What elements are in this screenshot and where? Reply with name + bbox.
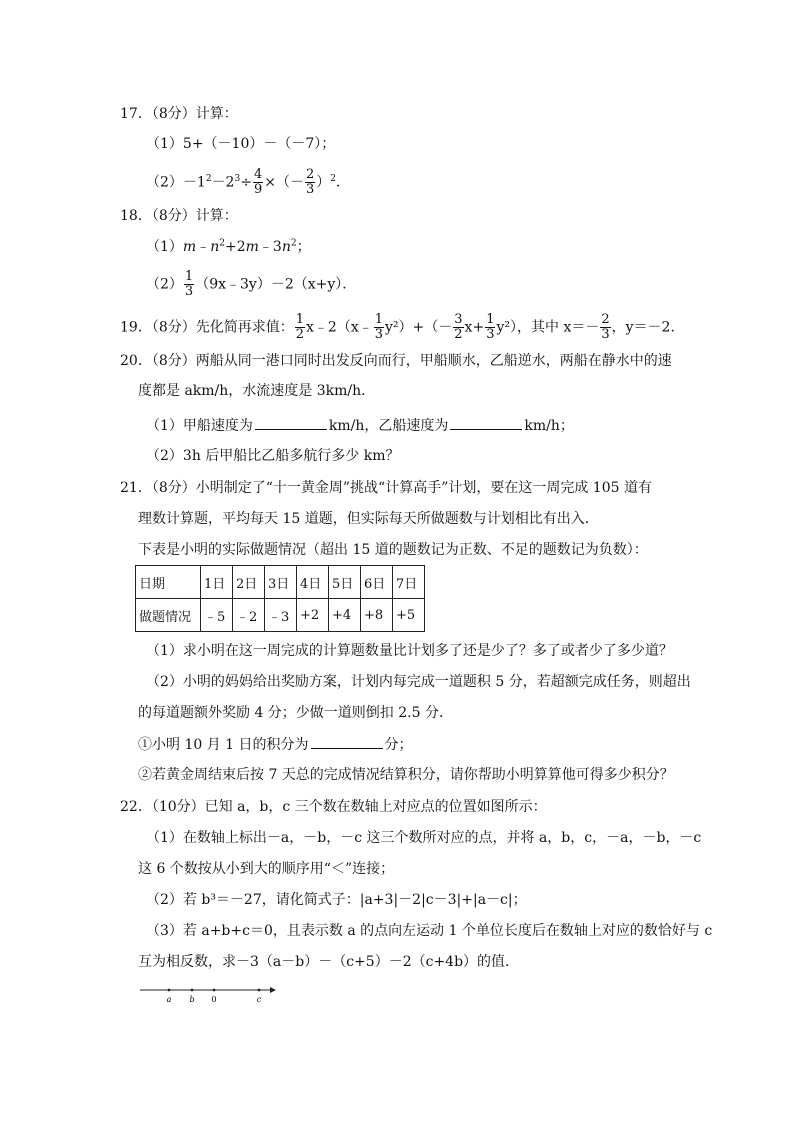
q20-part1: （1）甲船速度为 km/h，乙船速度为 km/h； — [146, 415, 574, 436]
table-cell-value-4: +2 — [297, 599, 329, 632]
q20-part2: （2）3h 后甲船比乙船多航行多少 km？ — [146, 448, 400, 464]
q22-part3-line1: （3）若 a+b+c＝0，且表示数 a 的点向左运动 1 个单位长度后在数轴上对应的数恰好与 c — [146, 923, 713, 939]
q17-p2-text-a: （2）－1 — [146, 174, 206, 191]
point-c — [258, 989, 261, 992]
q19-line: 19．（8分）先化简再求值： $\frac{1}{2}$ x﹣2（x﹣ $\frac{1}{3}$ y²）+（－ $\frac{3}{2}$ x+ $\frac{1}{3}$ y²），其中 x＝－ $\frac{2}{3}$ ，y＝－2． — [120, 312, 685, 342]
q17-p2-text-f: ． — [335, 174, 350, 191]
q21-sub2: ②若黄金周结束后按 7 天总的完成情况结算积分，请你帮助小明算算他可得多少积分？ — [138, 767, 674, 783]
q17-p2-text-d: ×（－ — [264, 174, 304, 191]
q17-p2-text-b: －2 — [211, 174, 235, 191]
q21-sub1: ①小明 10 月 1 日的积分为 分； — [138, 734, 413, 755]
label-c: c — [256, 995, 262, 1004]
q19-fraction-4: $\frac{1}{3}$ — [486, 312, 495, 342]
table-cell-value-7: +5 — [393, 599, 425, 632]
q20-line2: 度都是 akm/h，水流速度是 3km/h． — [138, 383, 376, 399]
q18-part2: （2） $\frac{1}{3}$ （9x﹣3y）－2（x+y）． — [146, 269, 357, 299]
q17-fraction-2: $\frac{2}{3}$ — [305, 167, 315, 197]
q19-fraction-5: $\frac{2}{3}$ — [601, 312, 610, 342]
q21-line3: 下表是小明的实际做题情况（超出 15 道的题数记为正数、不足的题数记为负数）： — [138, 542, 648, 558]
table-cell-date-1: 1日 — [201, 566, 233, 599]
table-cell-date-7: 7日 — [393, 566, 425, 599]
q20-blank-1[interactable] — [255, 415, 327, 430]
q21-part2-line2: 的每道题额外奖励 4 分；少做一道则倒扣 2.5 分． — [138, 705, 453, 721]
q18-part1: $(1)m﹣n^2+2m﹣3n^2$； — [146, 238, 311, 255]
q21-part1: （1）求小明在这一周完成的计算题数量比计划多了还是少了？多了或者少了多少道？ — [146, 643, 673, 659]
q22-part1-line2: 这 6 个数按从小到大的顺序用“＜”连接； — [138, 861, 395, 877]
table-cell-value-5: +4 — [329, 599, 361, 632]
q17-p2-text-c: ÷ — [240, 174, 252, 191]
q22-part1-line1: （1）在数轴上标出－a，－b，－c 这三个数所对应的点，并将 a，b，c，－a，－b，－c — [146, 830, 702, 846]
table-header-date: 日期 — [136, 566, 201, 599]
table-cell-date-2: 2日 — [233, 566, 265, 599]
q17-exp3: 3 — [234, 173, 241, 184]
table-cell-value-6: +8 — [361, 599, 393, 632]
q22-part3-line2: 互为相反数，求－3（a－b）－（c+5）－2（c+4b）的值． — [138, 954, 520, 970]
label-b: b — [189, 995, 195, 1004]
q20-blank-2[interactable] — [450, 415, 522, 430]
q18-header: 18．（8分）计算： — [120, 208, 238, 224]
q17-part2 — [146, 168, 350, 197]
table-cell-date-3: 3日 — [265, 566, 297, 599]
q21-line2: 理数计算题，平均每天 15 道题，但实际每天所做题数与计划相比有出入． — [138, 511, 599, 527]
q21-blank[interactable] — [311, 734, 383, 749]
label-a: a — [166, 995, 172, 1004]
table-row — [136, 599, 425, 632]
q18-fraction: $\frac{1}{3}$ — [184, 269, 194, 299]
q19-fraction-2: $\frac{1}{3}$ — [374, 312, 383, 342]
q21-part2-line1: （2）小明的妈妈给出奖励方案，计划内每完成一道题积 5 分，若超额完成任务，则超出 — [146, 674, 691, 690]
point-zero — [213, 989, 216, 992]
table-header-count: 做题情况 — [136, 599, 201, 632]
number-line-figure — [138, 984, 283, 1006]
q17-exp2: 2 — [205, 173, 212, 184]
label-zero: 0 — [211, 995, 217, 1004]
q17-exp2-b: 2 — [330, 173, 336, 184]
q19-fraction-3: $\frac{3}{2}$ — [454, 312, 463, 342]
q17-p2-text-e: ） — [316, 174, 331, 191]
q21-line1: 21．（8分）小明制定了“十一黄金周”挑战“计算高手”计划，要在这一周完成 105 道有 — [120, 480, 652, 496]
q22-part2: （2）若 b³＝－27，请化简式子：|a+3|－2|c－3|+|a－c|； — [146, 892, 527, 908]
table-cell-value-2: ﹣2 — [233, 599, 265, 632]
q20-line1: 20．（8分）两船从同一港口同时出发反向而行，甲船顺水，乙船逆水，两船在静水中的速 — [120, 353, 672, 369]
table-row — [136, 566, 425, 599]
point-b — [191, 989, 194, 992]
table-cell-date-6: 6日 — [361, 566, 393, 599]
q17-fraction-1: $\frac{4}{9}$ — [253, 167, 263, 197]
number-line-arrow-icon — [270, 987, 276, 993]
table-cell-date-4: 4日 — [297, 566, 329, 599]
q21-table — [135, 565, 425, 632]
q22-line1: 22．（10分）已知 a，b，c 三个数在数轴上对应点的位置如图所示： — [120, 799, 547, 815]
table-cell-value-3: ﹣3 — [265, 599, 297, 632]
point-a — [168, 989, 171, 992]
q17-part1: （1）5+（－10）－（－7）； — [146, 136, 336, 152]
q17-header: 17．（8分）计算： — [120, 106, 238, 122]
table-cell-value-1: ﹣5 — [201, 599, 233, 632]
q19-fraction-1: $\frac{1}{2}$ — [295, 312, 305, 342]
table-cell-date-5: 5日 — [329, 566, 361, 599]
